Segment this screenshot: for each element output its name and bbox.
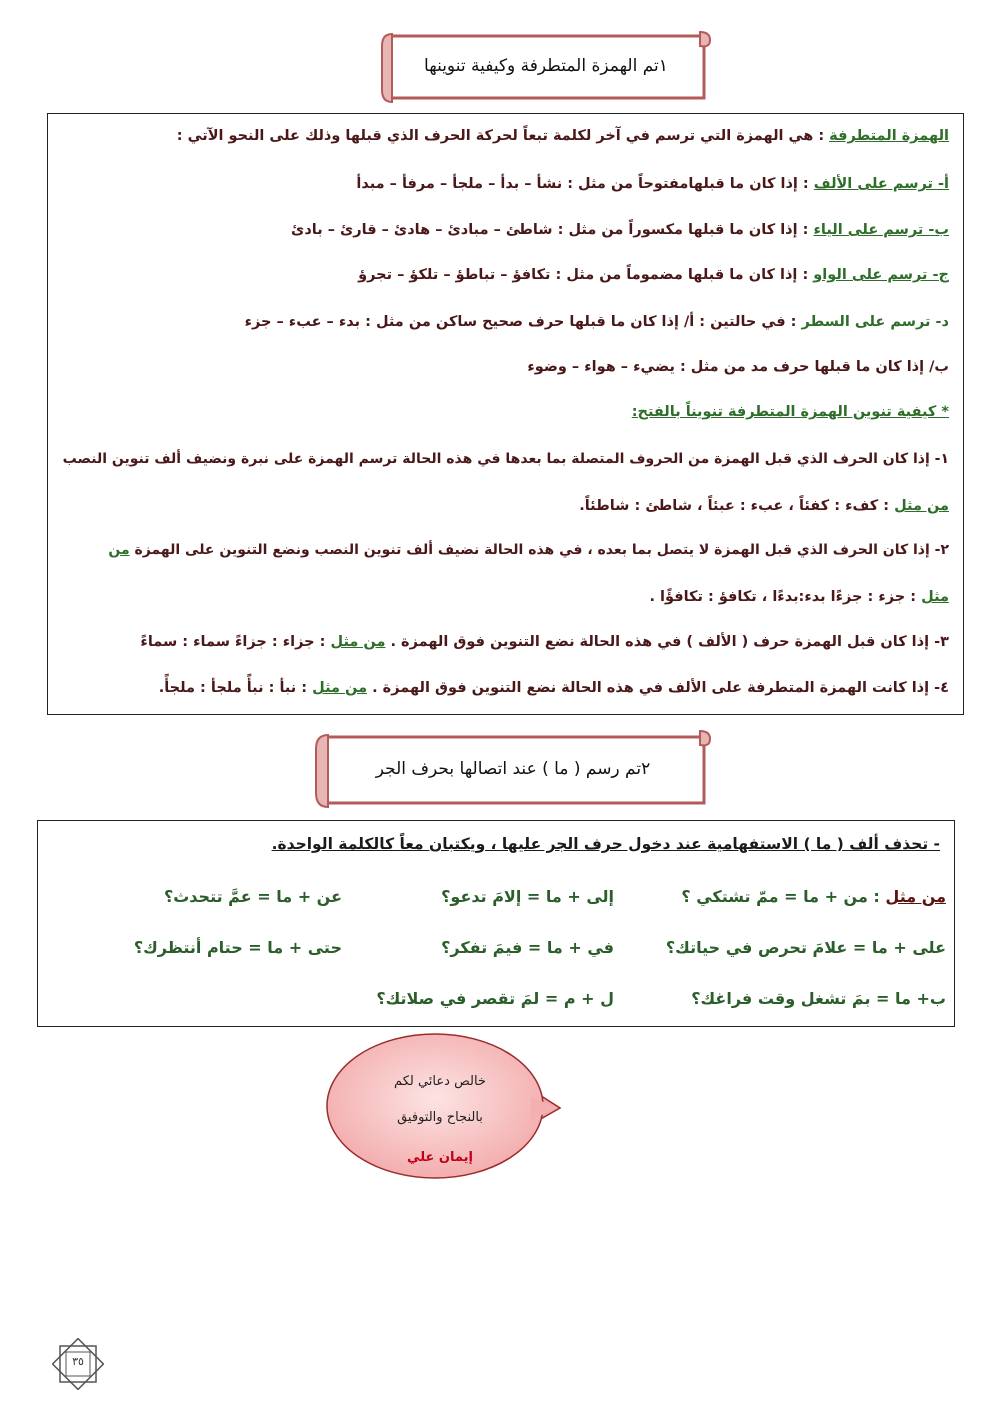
section2-content-box xyxy=(37,820,955,1027)
rule-a-line xyxy=(62,176,949,192)
case3-line xyxy=(62,634,949,650)
section2-title: ٢تم رسم ( ما ) عند اتصالها بحرف الجر xyxy=(375,759,651,779)
rule-b-text: : إذا كان ما قبلها مكسوراً من مثل : شاطئ – مبادئ – هادئ – قارئ – بادئ xyxy=(291,222,814,238)
case4-text: ٤- إذا كانت الهمزة المتطرفة على الألف في هذه الحالة نضع التنوين فوق الهمزة . xyxy=(367,680,949,696)
example-row2-col2: في + ما = فيمَ تفكر؟ xyxy=(441,938,614,957)
definition-term: الهمزة المتطرفة xyxy=(829,128,949,144)
case3-text: ٣- إذا كان قبل الهمزة حرف ( الألف ) في هذه الحالة نضع التنوين فوق الهمزة . xyxy=(385,634,949,650)
example-row3-col1: ب+ ما = بمَ تشغل وقت فراغك؟ xyxy=(691,989,946,1008)
case2-line1 xyxy=(62,542,949,558)
rule-d-label: د- ترسم على السطر xyxy=(801,314,949,330)
page-number-ornament xyxy=(52,1338,104,1390)
example-row1-col1 xyxy=(681,887,946,906)
example-row1-col3: عن + ما = عمَّ تتحدث؟ xyxy=(163,887,342,906)
case1-line2 xyxy=(62,498,949,514)
case2-line1-label: من xyxy=(108,542,130,558)
case1-example-text: : كفء : كفئاً ، عبء : عبئاً ، شاطئ : شاطئاً. xyxy=(579,498,895,514)
case2-line1-text: ٢- إذا كان الحرف الذي قبل الهمزة لا يتصل بما بعده ، في هذه الحالة نضيف ألف تنوين النصب ونضع التنوين على الهمزة xyxy=(129,542,949,558)
tanween-heading: * كيفية تنوين الهمزة المتطرفة تنويناً بالفتح: xyxy=(631,404,949,420)
case3-label: من مثل xyxy=(330,634,386,650)
rule-b-label: ب- ترسم على الياء xyxy=(813,222,949,238)
case1-example-label: من مثل xyxy=(894,498,949,514)
bubble-line2: بالنجاح والتوفيق xyxy=(397,1110,483,1125)
rule-a-label: أ- ترسم على الألف xyxy=(813,176,949,192)
rule-c-label: ج- ترسم على الواو xyxy=(813,267,949,283)
section1-title-banner xyxy=(378,28,714,104)
case4-label: من مثل xyxy=(312,680,368,696)
rule-c-text: : إذا كان ما قبلها مضموماً من مثل : تكافؤ – تباطؤ – تلكؤ – تجرؤ xyxy=(358,267,814,283)
example-r1c1: : من + ما = ممّ تشتكي ؟ xyxy=(681,887,886,906)
rule-b-line xyxy=(62,222,949,238)
rule-a-text: : إذا كان ما قبلهامفتوحاً من مثل : نشأ – بدأ – ملجأ – مرفأ – مبدأ xyxy=(356,176,814,192)
section2-intro xyxy=(52,835,940,853)
example-row1-col2: إلى + ما = إلامَ تدعو؟ xyxy=(441,887,614,906)
case1-line1: ١- إذا كان الحرف الذي قبل الهمزة من الحروف المتصلة بما بعدها في هذه الحالة ترسم الهمزة على نبرة ونضيف ألف تنوين النصب xyxy=(62,451,949,467)
case3-example: : جزاء : جزاءً سماء : سماءً xyxy=(140,634,331,650)
bubble-line1: خالص دعائي لكم xyxy=(394,1074,486,1089)
rule-c-line xyxy=(62,267,949,283)
rule-d-text: : في حالتين : أ/ إذا كان ما قبلها حرف صحيح ساكن من مثل : بدء – عبء – جزء xyxy=(244,314,802,330)
example-label: من مثل xyxy=(885,887,946,906)
example-row2-col1: على + ما = علامَ تحرص في حياتك؟ xyxy=(665,938,946,957)
case2-line2 xyxy=(62,589,949,605)
case4-line xyxy=(62,680,949,696)
speech-bubble xyxy=(320,1030,570,1185)
section1-content-box xyxy=(47,113,964,715)
page-number: ٣٥ xyxy=(72,1355,84,1368)
example-row3-col2: ل + م = لمَ تقصر في صلاتك؟ xyxy=(376,989,614,1008)
rule-d2-line: ب/ إذا كان ما قبلها حرف مد من مثل : يضيء – هواء – وضوء xyxy=(527,359,949,375)
bubble-signature: إيمان علي xyxy=(407,1150,473,1165)
case2-example-text: : جزء : جزءًا بدء:بدءًا ، تكافؤ : تكافؤًا . xyxy=(649,589,922,605)
example-row2-col3: حتى + ما = حتام أنتظرك؟ xyxy=(133,938,342,957)
section1-title: ١تم الهمزة المتطرفة وكيفية تنوينها xyxy=(424,56,668,76)
case2-example-label: مثل xyxy=(921,589,949,605)
definition-text: : هي الهمزة التي ترسم في آخر لكلمة تبعاً لحركة الحرف الذي قبلها وذلك على النحو الآتي : xyxy=(176,128,830,144)
tanween-heading-line xyxy=(62,404,949,420)
section2-intro-text: - تحذف ألف ( ما ) الاستفهامية عند دخول حرف الجر عليها ، ويكتبان معاً كالكلمة الواحدة. xyxy=(271,835,940,853)
rule-d-line xyxy=(62,314,949,330)
case4-example: : نبأ : نبأً ملجأ : ملجأً. xyxy=(158,680,313,696)
definition-line xyxy=(62,128,949,144)
section2-title-banner xyxy=(312,727,714,809)
